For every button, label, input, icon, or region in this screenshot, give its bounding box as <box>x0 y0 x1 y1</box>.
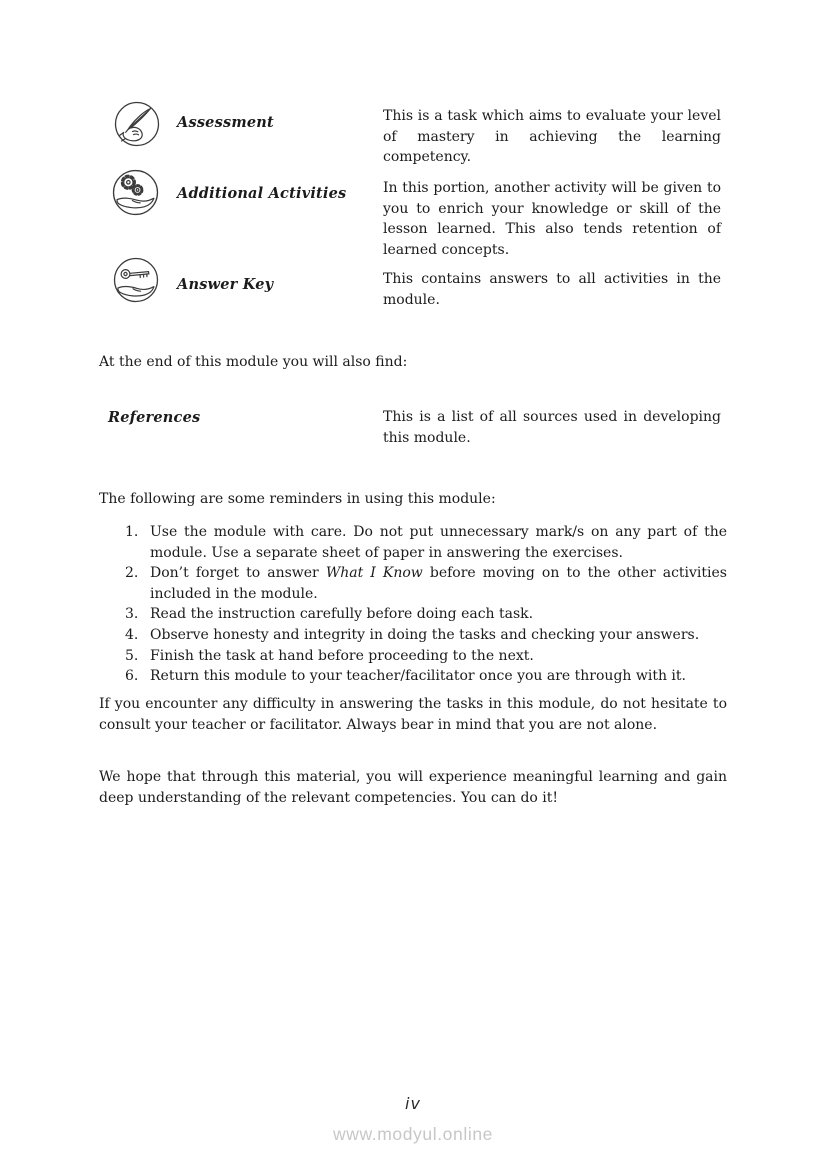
reminder-text: Return this module to your teacher/facilitator once you are through with it. <box>150 668 686 685</box>
page-number: iv <box>405 1094 421 1113</box>
legend-label-additional-activities: Additional Activities <box>177 185 347 202</box>
reminder-item-4 <box>99 625 727 646</box>
legend-desc-answer-key: This contains answers to all activities in the module. <box>383 271 721 308</box>
reminder-text: Finish the task at hand before proceeding to the next. <box>150 647 534 664</box>
references-label: References <box>108 409 201 426</box>
legend-desc-assessment: This is a task which aims to evaluate your level of mastery in achieving the learning competency. <box>383 108 721 166</box>
watermark: www.modyul.online <box>333 1124 493 1144</box>
end-note: At the end of this module you will also find: <box>99 354 408 370</box>
legend-desc-additional-activities: In this portion, another activity will be given to you to enrich your knowledge or skill of the lesson learned. This also tends retention of learned concepts. <box>383 180 721 258</box>
reminder-item-1 <box>99 522 727 563</box>
reminder-text: Observe honesty and integrity in doing the tasks and checking your answers. <box>150 626 700 643</box>
closing-paragraph-1: If you encounter any difficulty in answering the tasks in this module, do not hesitate to consult your teacher or facilitator. Always bear in mind that you are not alone. <box>99 696 727 733</box>
closing-paragraph-2: We hope that through this material, you will experience meaningful learning and gain deep understanding of the relevant competencies. You can do it! <box>99 769 727 806</box>
reminder-text: before moving on to the other activities included in the module. <box>150 565 727 602</box>
reminder-number: 3. <box>125 606 139 623</box>
reminder-number: 1. <box>125 524 139 540</box>
reminder-item-3 <box>99 604 727 625</box>
reminders-intro: The following are some reminders in using this module: <box>99 491 496 507</box>
key-on-hand-icon <box>113 257 159 303</box>
gears-on-hand-icon <box>112 169 158 215</box>
references-desc: This is a list of all sources used in developing this module. <box>383 409 721 446</box>
reminder-item-2 <box>99 563 727 604</box>
reminder-item-5 <box>99 646 727 667</box>
reminders-list <box>99 522 727 687</box>
reminder-text: Read the instruction carefully before doing each task. <box>150 606 534 623</box>
reminder-number: 6. <box>125 668 139 685</box>
reminder-text: Use the module with care. Do not put unnecessary mark/s on any part of the module. Use a separate sheet of paper in answering the exercises. <box>150 524 727 561</box>
reminder-item-6 <box>99 666 727 687</box>
reminder-text-italic: What I Know <box>325 565 423 582</box>
reminder-number: 2. <box>125 565 139 582</box>
reminder-number: 5. <box>125 647 139 664</box>
legend-label-assessment: Assessment <box>177 114 274 131</box>
reminder-number: 4. <box>125 626 139 643</box>
reminder-text: Don’t forget to answer <box>150 565 326 582</box>
quill-in-hand-icon <box>114 101 160 147</box>
legend-label-answer-key: Answer Key <box>177 276 274 293</box>
